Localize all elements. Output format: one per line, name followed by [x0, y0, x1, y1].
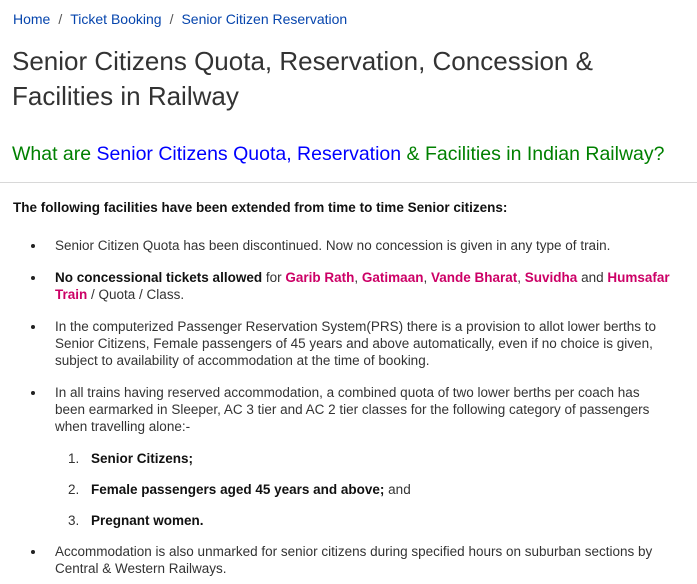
page-title: Senior Citizens Quota, Reservation, Concession & Facilities in Railway: [12, 46, 593, 111]
train-name: Vande Bharat: [430, 270, 518, 285]
train-name: Suvidha: [524, 270, 578, 285]
list-item-text: ,: [423, 270, 428, 285]
list-item-text: for: [265, 270, 282, 285]
breadcrumb-current-link[interactable]: Senior Citizen Reservation: [181, 11, 348, 27]
no-concession-label: No concessional tickets allowed: [55, 270, 263, 285]
divider: [0, 182, 697, 183]
item-text: Female passengers aged 45 years and above;: [91, 482, 385, 497]
item-text: Pregnant women.: [91, 513, 204, 528]
numbered-item: [68, 512, 204, 529]
train-name: Humsafar Train: [55, 270, 670, 302]
breadcrumb-separator: /: [169, 11, 174, 27]
list-item: In all trains having reserved accommodation, a combined quota of two lower berths per coach has been earmarked in Sleeper, AC 3 tier and AC 2 tier classes for the following category of passengers when travelling alone:-: [55, 384, 670, 435]
list-item: Accommodation is also unmarked for senior citizens during specified hours on suburban sections by Central & Western Railways.: [55, 543, 670, 577]
section-subheading: [12, 143, 665, 166]
subheading-highlight: Senior Citizens Quota, Reservation: [96, 143, 402, 165]
breadcrumb-separator: /: [58, 11, 63, 27]
item-number: 3.: [68, 513, 80, 528]
item-suffix: and: [388, 482, 411, 497]
breadcrumb-home-link[interactable]: Home: [13, 11, 51, 27]
breadcrumb-ticket-booking-link[interactable]: Ticket Booking: [70, 11, 162, 27]
list-item-text: ,: [517, 270, 522, 285]
intro-text: The following facilities have been extended from time to time Senior citizens:: [13, 200, 508, 215]
train-name: Garib Rath: [285, 270, 355, 285]
list-item-text: and: [581, 270, 604, 285]
list-item-text: ,: [354, 270, 359, 285]
list-item: Senior Citizen Quota has been discontinued. Now no concession is given in any type of train.: [55, 237, 670, 254]
list-item-text: / Quota / Class.: [91, 287, 185, 302]
item-text: Senior Citizens;: [91, 451, 194, 466]
list-item: [55, 269, 670, 303]
numbered-item: [68, 450, 193, 467]
subheading-prefix: What are: [12, 143, 92, 165]
list-item: In the computerized Passenger Reservation System(PRS) there is a provision to allot lower berths to Senior Citizens, Female passengers of 45 years and above automatically, even if no choice is given, subject to availability of accommodation at the time of booking.: [55, 318, 670, 369]
item-number: 1.: [68, 451, 80, 466]
item-number: 2.: [68, 482, 80, 497]
breadcrumb: [13, 11, 347, 27]
numbered-item: [68, 481, 411, 498]
subheading-suffix: & Facilities in Indian Railway?: [406, 143, 665, 165]
train-name: Gatimaan: [361, 270, 424, 285]
